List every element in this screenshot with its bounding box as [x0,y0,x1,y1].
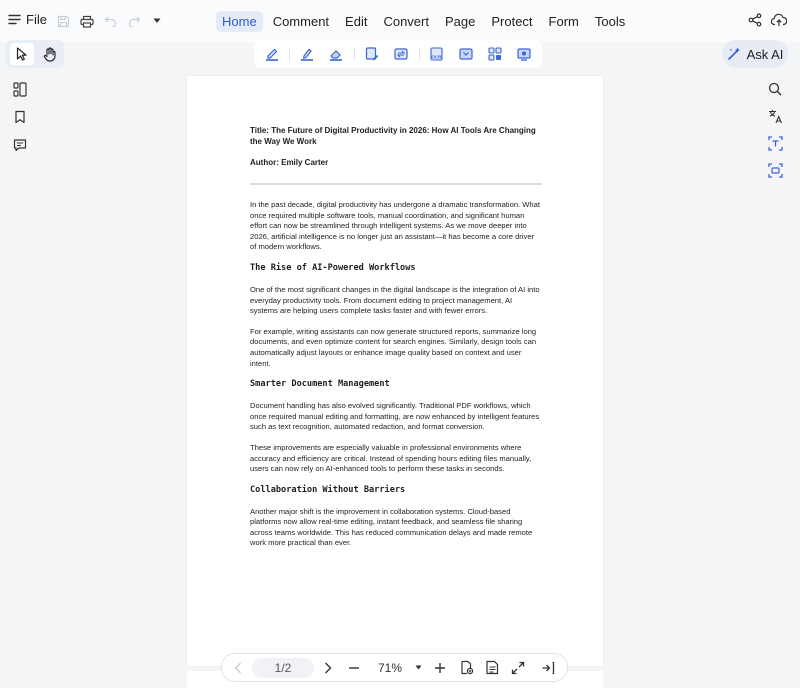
section-heading: Collaboration Without Barriers [250,484,406,495]
menu-form[interactable]: Form [548,14,579,29]
print-icon[interactable] [79,13,95,29]
section-paragraph: These improvements are especially valuable in professional environments where accuracy and efficiency are critical. Instead of spending hours editing files manually, users can now rely on AI-enhanced tools to perform these tasks in seconds. [250,442,532,474]
file-label: File [26,12,47,27]
section-heading: The Rise of AI-Powered Workflows [250,262,416,273]
comment-icon [13,138,27,152]
screenshot-button[interactable] [765,161,785,179]
section-paragraph: Another major shift is the improvement in collaboration systems. Cloud-based platforms now allow real-time editing, instant feedback, and seamless file sharing across teams worldwide. This has reduced communication delays and made remote work more practical than ever. [250,506,533,548]
highlight-tool[interactable] [260,42,283,66]
save-icon[interactable] [55,13,71,29]
menu-home[interactable]: Home [216,11,263,32]
ask-ai-label: Ask AI [746,46,784,62]
convert-tool[interactable] [390,42,413,66]
document-content [250,125,542,559]
menu-protect[interactable]: Protect [491,14,533,29]
caret-down-icon[interactable] [412,658,424,678]
thumbnails-button[interactable] [6,78,34,100]
thumbnails-icon [13,82,27,97]
menu-edit[interactable]: Edit [345,14,368,29]
menu-convert[interactable]: Convert [383,14,429,29]
fit-page-button[interactable] [456,658,476,678]
search-icon [768,82,782,96]
screen-capture-tool[interactable] [513,42,536,66]
document-title: Title: The Future of Digital Productivity in 2026: How AI Tools Are Changing the Way We Work [250,126,536,146]
hamburger-icon [8,14,21,25]
zoom-level[interactable]: 71% [377,660,403,675]
sparkle-icon [727,47,741,61]
bookmark-icon [14,110,26,124]
markup-pen-tool[interactable] [296,42,319,66]
file-menu-button[interactable] [8,12,47,27]
page-navigation-bar [221,653,568,682]
comments-button[interactable] [6,134,34,156]
document-page [187,76,603,666]
page-view-button[interactable] [482,658,502,678]
svg-text:OCR: OCR [431,54,443,60]
previous-page-button[interactable] [228,658,248,678]
next-page-button[interactable] [318,658,338,678]
section-paragraph: One of the most significant changes in the digital landscape is the integration of AI into everyday productivity tools. From document editing to project management, AI systems are helping users complete tasks faster and with fewer errors. [250,284,540,316]
ask-ai-button[interactable] [722,40,788,68]
eraser-tool[interactable] [325,42,348,66]
section-paragraph: Document handling has also evolved significantly. Traditional PDF workflows, which once required manual editing and formatting, are now enhanced by intelligent features such as text recognition, automated redaction, and format conversion. [250,401,540,432]
caret-down-icon[interactable] [149,13,165,29]
fullscreen-button[interactable] [508,658,528,678]
document-author: Author: Emily Carter [250,158,329,167]
section-heading: Smarter Document Management [250,379,390,390]
toolbar-divider [289,47,290,61]
page-indicator[interactable]: 1/2 [252,658,314,678]
top-bar [0,0,800,42]
cloud-upload-icon[interactable] [771,13,787,29]
zoom-in-button[interactable] [430,658,450,678]
compress-tool[interactable] [455,42,478,66]
collapse-panel-button[interactable] [538,658,558,678]
organize-pages-tool[interactable] [484,42,507,66]
translate-button[interactable] [765,107,785,125]
redo-icon[interactable] [126,13,142,29]
search-button[interactable] [765,80,785,98]
translate-icon [768,109,783,124]
toolbar-divider [354,47,355,61]
share-icon[interactable] [748,13,764,29]
bookmarks-button[interactable] [6,106,34,128]
scan-text-icon [768,136,783,151]
menu-comment[interactable]: Comment [272,14,330,29]
edit-text-tool[interactable] [361,42,384,66]
mode-switch [6,40,64,68]
title-divider [250,183,542,185]
section-paragraph: For example, writing assistants can now generate structured reports, summarize long documents, and even optimize content for search engines. Similarly, design tools can automatically adjust layouts or enhance image quality based on context and user intent. [250,326,537,368]
ocr-tool[interactable] [426,42,449,66]
home-toolbar [254,40,542,68]
right-sidebar [765,80,785,179]
undo-icon[interactable] [102,13,118,29]
main-menu [216,11,631,32]
hand-icon [43,47,57,62]
cursor-icon [16,47,28,61]
left-sidebar [6,78,34,156]
intro-paragraph: In the past decade, digital productivity has undergone a dramatic transformation. What once required multiple software tools, manual coordination, and significant human effort can now be streamlined through intelligent systems. As we move deeper into 2026, artificial intelligence is no longer just an assistant—it has become a core driver of modern workflows. [250,200,540,252]
toolbar-divider [419,47,420,61]
hand-tool-button[interactable] [38,43,62,65]
screenshot-icon [768,163,783,178]
menu-tools[interactable]: Tools [594,14,626,29]
zoom-out-button[interactable] [344,658,364,678]
menu-page[interactable]: Page [444,14,476,29]
scan-text-button[interactable] [765,134,785,152]
select-tool-button[interactable] [10,43,34,65]
